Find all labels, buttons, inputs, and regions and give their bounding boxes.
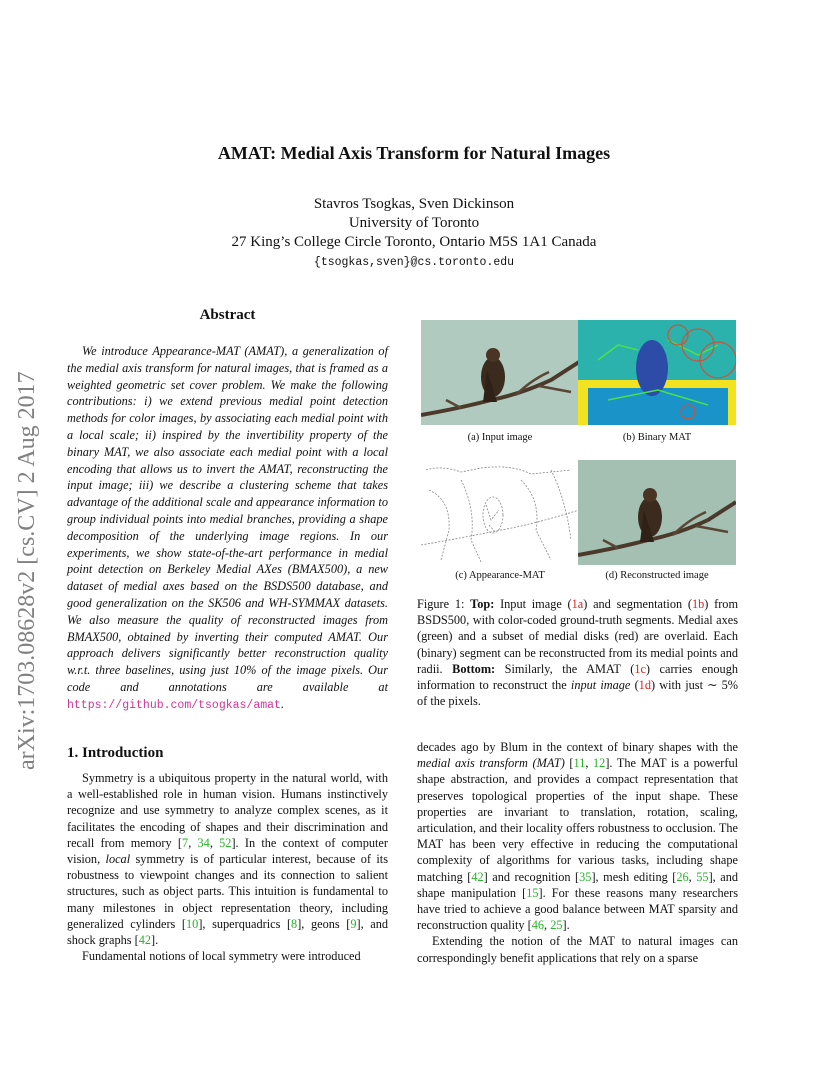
paragraph: decades ago by Blum in the context of binary shapes with the medial axis transform (MAT) [11, 12]. The MAT is a powerful shape abstraction, and provides a compact representation that preserves topological properties of the input shape. These properties are invariant to translation, rotation, scaling, articulation, and their locality offers robustness to occlusion. The MAT has been very effective in reducing the computational complexity of algorithms for various tasks, including shape matching [42] and recognition [35], mesh editing [26, 55], and shape manipulation [15]. For these reasons many researchers have tried to achieve a good balance between MAT sparsity and reconstruction quality [46, 25]. xyxy=(417,740,739,933)
citation[interactable]: 11 xyxy=(573,756,586,771)
caption-text: ) with just ∼ 5% of the pixels. xyxy=(417,678,739,709)
paragraph: Extending the notion of the MAT to natural images can correspondingly benefit applications that rely on a sparse xyxy=(417,934,738,965)
intro-column-left xyxy=(67,770,388,964)
citation[interactable]: 46 xyxy=(531,918,545,933)
caption-text: ) and segmentation ( xyxy=(583,597,692,611)
address: 27 King’s College Circle Toronto, Ontario M5S 1A1 Canada xyxy=(231,234,597,250)
citation[interactable]: 42 xyxy=(471,869,484,884)
paragraph-text: ], geons [ xyxy=(297,916,351,931)
abstract xyxy=(67,343,388,715)
paragraph-italic: local xyxy=(105,852,131,867)
citation[interactable]: 12 xyxy=(593,756,606,771)
figure-ref-1a[interactable]: 1a xyxy=(571,597,584,611)
figure-label: Figure 1: xyxy=(417,597,465,611)
paragraph-text: symmetry is of particular interest, because of its robustness to viewpoint changes and its connection to salient structures, such as object parts. This intuition is fundamental to many milestones in object representation theory, including generalized cylinders [ xyxy=(67,852,388,931)
citation[interactable]: 25 xyxy=(550,918,563,933)
caption-text: ( xyxy=(634,678,639,693)
subfigure-d-caption: (d) Reconstructed image xyxy=(605,570,709,581)
authors: Stavros Tsogkas, Sven Dickinson xyxy=(313,196,515,212)
paragraph-text: ], mesh editing [ xyxy=(591,869,677,884)
citation[interactable]: 34 xyxy=(197,835,210,850)
abstract-end: . xyxy=(280,696,285,711)
subfigure-a-caption: (a) Input image xyxy=(467,432,533,443)
citation[interactable]: 52 xyxy=(219,835,232,850)
citation[interactable]: 55 xyxy=(696,869,709,884)
citation[interactable]: 42 xyxy=(138,933,152,948)
caption-bottom-label: Bottom: xyxy=(452,661,496,676)
paragraph-text: ]. For these reasons many researchers have tried to achieve a good balance between MAT sparsity and reconstruction quality [ xyxy=(417,885,738,933)
arxiv-id: arXiv:1703.08628v2 [cs.CV] 2 Aug 2017 xyxy=(14,371,40,770)
caption-top-label: Top: xyxy=(470,597,495,611)
paragraph-text: ]. xyxy=(151,933,159,948)
paragraph-text: ], and shock graphs [ xyxy=(67,916,388,948)
figure-ref-1c[interactable]: 1c xyxy=(634,661,646,676)
caption-italic: input image xyxy=(570,678,631,693)
subfigure-c-caption: (c) Appearance-MAT xyxy=(455,570,545,581)
abstract-text: We introduce Appearance-MAT (AMAT), a generalization of the medial axis transform for natural images, that is framed as a weighted geometric set cover problem. We make the following contributions: i) we extend previous medial point detection methods for color images, by associating each medial point with a local scale; ii) inspired by the invertibility property of the binary MAT, we also associate each medial point with a local encoding that allows us to invert the AMAT, reconstructing the input image; iii) we describe a clustering scheme that takes advantage of the additional scale and appearance information to group individual points into medial branches, providing a shape decomposition of the underlying image regions. In our experiments, we show state-of-the-art performance in medial point detection on Berkeley Medial AXes (BMAX500), a new dataset of medial axes based on the BSDS500 database, and good generalization on the SK506 and WH-SYMMAX datasets. We also measure the quality of reconstructed images from BMAX500, obtained by inverting their computed AMAT. Our approach delivers significantly better reconstruction quality w.r.t. three baselines, using just 10% of the image pixels. Our code and annotations are available at xyxy=(67,344,388,694)
intro-column-right xyxy=(417,739,738,966)
paragraph-italic: medial axis transform (MAT) xyxy=(417,756,565,771)
paragraph-text: ]. In the context of computer vision, xyxy=(67,835,388,867)
email: {tsogkas,sven}@cs.toronto.edu xyxy=(313,256,515,269)
arxiv-stamp xyxy=(14,300,48,770)
paragraph: Symmetry is a ubiquitous property in the natural world, with a well-established role in human vision. Humans instinctively recognize and use symmetry to analyze complex scenes, as it facilitates the encoding of shapes and their discrimination and recall from memory [7, 34, 52]. In the context of computer vision, local symmetry is of particular interest, because of its robustness to viewpoint changes and its connection to salient structures, such as object parts. This intuition is fundamental to many milestones in object representation theory, including generalized cylinders [10], superquadrics [8], geons [9], and shock graphs [42]. xyxy=(67,771,388,948)
figure-input-image xyxy=(421,320,579,425)
section-heading-introduction: 1. Introduction xyxy=(67,745,164,761)
paragraph-text: ]. xyxy=(562,918,570,933)
citation[interactable]: 8 xyxy=(291,916,298,931)
paragraph: Fundamental notions of local symmetry were introduced xyxy=(82,949,361,964)
citation[interactable]: 10 xyxy=(186,916,199,931)
subfigure-b-caption: (b) Binary MAT xyxy=(622,432,692,443)
caption-text: Similarly, the AMAT ( xyxy=(504,661,635,676)
citation[interactable]: 7 xyxy=(182,835,189,850)
caption-text: ) from BSDS500, with color-coded ground-truth segments. Medial axes (green) and a subset of medial disks (red) are overlaid. Each (binary) segment can be reconstructed from its medial points and radii. xyxy=(417,597,739,676)
paragraph-text: ]. The MAT is a powerful shape abstraction, and provides a compact representation that preserves topological properties of the input shape. These properties are invariant to translation, rotation, scaling, articulation, and their locality offers robustness to occlusion. The MAT has been very effective in reducing the computational complexity of algorithms for various tasks, including shape matching [ xyxy=(417,756,739,884)
citation[interactable]: 9 xyxy=(350,916,357,931)
citation[interactable]: 35 xyxy=(579,869,592,884)
paper-title: AMAT: Medial Axis Transform for Natural Images xyxy=(217,143,611,163)
figure-reconstructed-image xyxy=(578,460,736,565)
figure-ref-1b[interactable]: 1b xyxy=(691,597,705,611)
figure-ref-1d[interactable]: 1d xyxy=(638,678,651,693)
citation[interactable]: 15 xyxy=(526,885,539,900)
abstract-link[interactable]: https://github.com/tsogkas/amat xyxy=(67,698,281,712)
paragraph-text: ], and shape manipulation [ xyxy=(417,869,738,900)
figure-binary-mat xyxy=(578,320,736,425)
caption-text: Input image ( xyxy=(500,597,572,611)
paragraph-text: decades ago by Blum in the context of binary shapes with the xyxy=(417,740,738,754)
paragraph-text: ], superquadrics [ xyxy=(198,916,292,931)
paragraph-text: ] and recognition [ xyxy=(483,869,580,884)
paragraph-text: Symmetry is a ubiquitous property in the natural world, with a well-established role in human vision. Humans instinctively recognize and use symmetry to analyze complex scenes, as it facilitates the encoding of shapes and their discrimination and recall from memory [ xyxy=(67,771,388,850)
paragraph-text: [ xyxy=(569,756,574,771)
abstract-heading: Abstract xyxy=(199,307,256,323)
affiliation: University of Toronto xyxy=(348,215,480,231)
caption-text: ) carries enough information to reconstruct the xyxy=(417,661,738,693)
figure-caption xyxy=(417,596,738,709)
citation[interactable]: 26 xyxy=(676,869,689,884)
figure-appearance-mat xyxy=(421,460,579,565)
